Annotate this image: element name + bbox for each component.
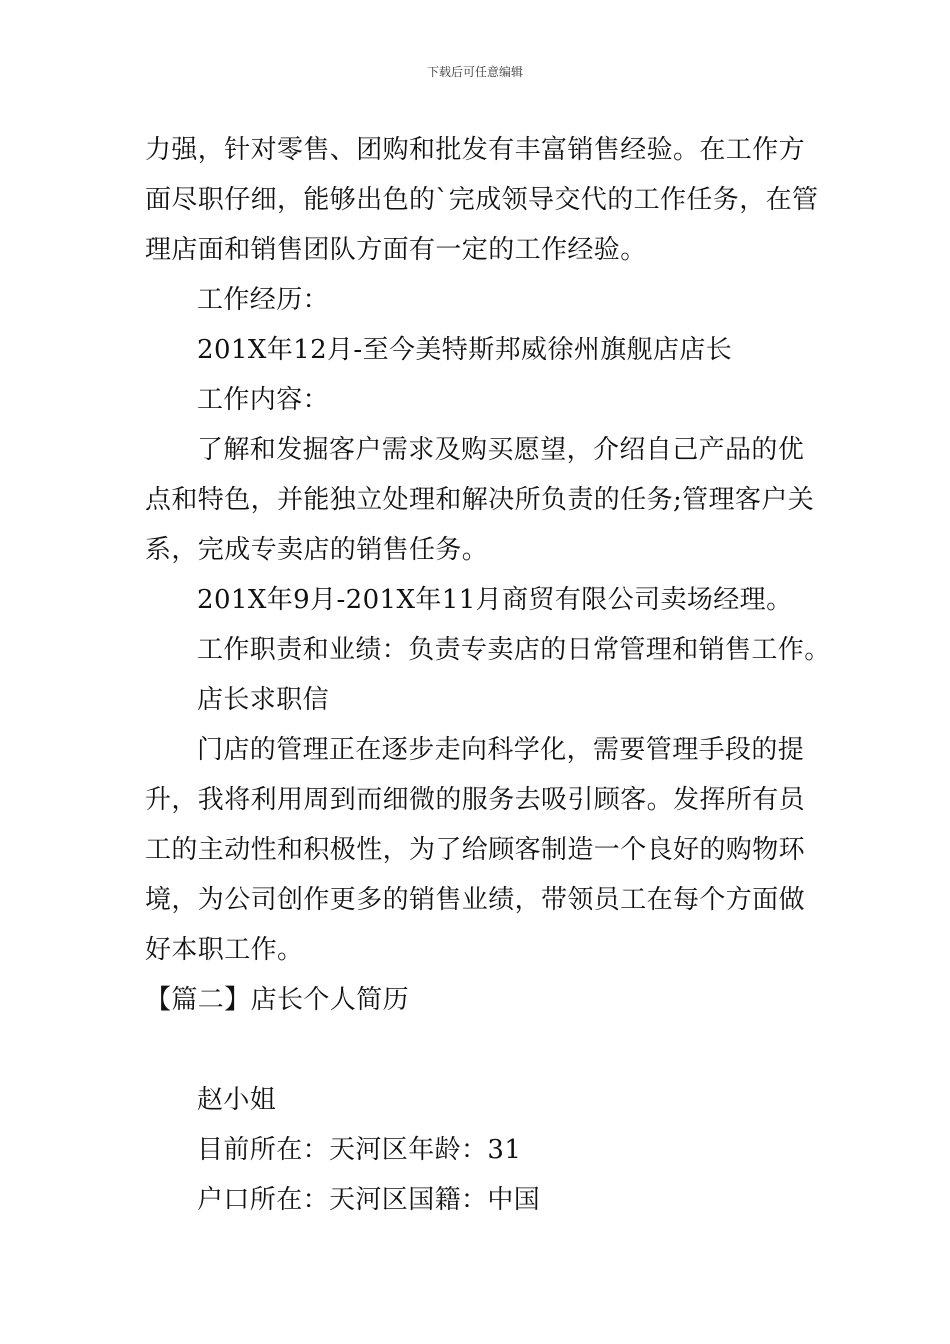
job-entry-line: 201X年9月-201X年11月商贸有限公司卖场经理。 <box>197 585 793 615</box>
paragraph-line: 面尽职仔细，能够出色的`完成领导交代的工作任务，在管 <box>145 185 819 215</box>
section-heading-work-history: 工作经历： <box>197 285 330 315</box>
paragraph-line: 了解和发掘客户需求及购买愿望，介绍自己产品的优 <box>197 435 805 465</box>
paragraph-line: 境，为公司创作更多的销售业绩，带领员工在每个方面做 <box>145 885 806 915</box>
paragraph-line: 门店的管理正在逐步走向科学化，需要管理手段的提 <box>197 735 805 765</box>
paragraph-line: 工的主动性和积极性，为了给顾客制造一个良好的购物环 <box>145 835 806 865</box>
paragraph-line: 点和特色，并能独立处理和解决所负责的任务;管理客户关 <box>145 485 815 515</box>
candidate-name: 赵小姐 <box>197 1085 277 1115</box>
paragraph-line: 工作职责和业绩：负责专卖店的日常管理和销售工作。 <box>197 635 831 665</box>
job-entry-line: 201X年12月-至今美特斯邦威徐州旗舰店店长 <box>197 335 733 365</box>
paragraph-line: 升，我将利用周到而细微的服务去吸引顾客。发挥所有员 <box>145 785 806 815</box>
section-title-part-two: 【篇二】店长个人简历 <box>145 985 410 1015</box>
section-heading-cover-letter: 店长求职信 <box>197 685 330 715</box>
paragraph-line: 理店面和销售团队方面有一定的工作经验。 <box>145 235 647 265</box>
paragraph-line: 力强，针对零售、团购和批发有丰富销售经验。在工作方 <box>145 135 806 165</box>
paragraph-line: 系，完成专卖店的销售任务。 <box>145 535 489 565</box>
candidate-hukou-nationality: 户口所在：天河区国籍：中国 <box>197 1185 541 1215</box>
section-heading-job-content: 工作内容： <box>197 385 330 415</box>
candidate-location-age: 目前所在：天河区年龄：31 <box>197 1135 522 1165</box>
page-header-note: 下载后可任意编辑 <box>426 65 523 79</box>
paragraph-line: 好本职工作。 <box>145 935 304 965</box>
